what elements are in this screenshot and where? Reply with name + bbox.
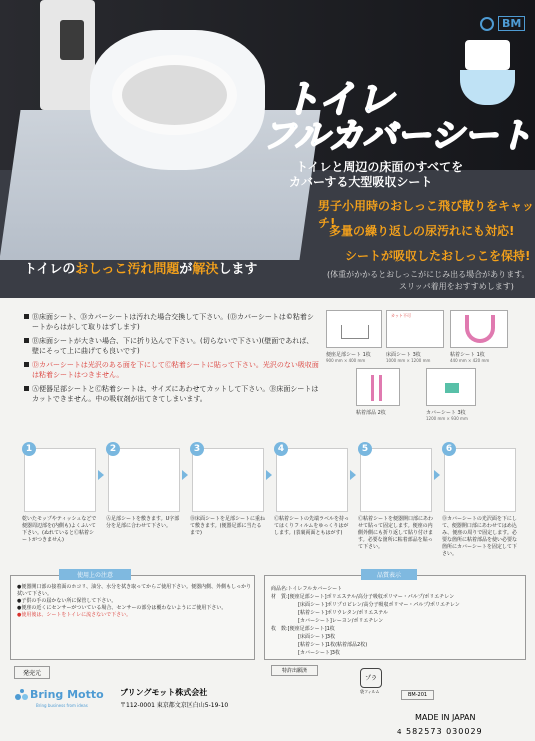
step-5-illustration xyxy=(360,448,432,512)
part-d-label: カバーシート 3枚 xyxy=(426,410,466,416)
part-b-size: 1000 mm × 1200 mm xyxy=(386,358,431,363)
part-c-label: 粘着シート 1枚 xyxy=(450,352,485,358)
brand-circle-icon xyxy=(480,17,494,31)
usage-item: ●子供の手の届かない所に保管して下さい。 xyxy=(17,598,117,604)
step-1 xyxy=(20,440,98,556)
feature-3: シートが吸収したおしっこを保持! xyxy=(345,249,531,263)
brand-badge-text: BM xyxy=(498,16,525,31)
cut-prohibited-tag: カット不可 xyxy=(391,313,411,318)
logo-tagline: Bring business from ideas xyxy=(36,703,88,708)
part-d-box xyxy=(426,368,476,406)
step-2 xyxy=(104,440,182,556)
step-text: Ⓑ床面シートを足部シートに重ねて敷きます。(便器足部に当たるまで) xyxy=(190,516,266,536)
spec-row: [カバーシート]レーヨン/ポリエチレン xyxy=(298,618,384,624)
instruction-item: Ⓑ床面シート、Ⓓカバーシートは汚れた場合交換して下さい。(Ⓓカバーシートは©粘着シートからはがして取りはずします) xyxy=(24,312,320,332)
step-1-illustration xyxy=(24,448,96,512)
step-number: 4 xyxy=(274,442,288,456)
subtitle-line1: トイレと周辺の床面のすべてを xyxy=(296,160,464,174)
spec-row: 材 質:[便座足部シート]ポリエステル/高分子吸収ポリマー・パルプ/ポリエチレン xyxy=(271,594,455,600)
spec-row: [粘着シート]ポリウレタン/ポリエステル xyxy=(298,610,388,616)
step-2-illustration xyxy=(108,448,180,512)
step-number: 3 xyxy=(190,442,204,456)
company-name: ブリングモット株式会社 xyxy=(120,688,208,697)
subtitle-line2: カバーする大型吸収シート xyxy=(289,175,433,189)
recycle-label: 袋フィルム xyxy=(360,689,380,694)
step-6 xyxy=(440,440,518,556)
brand-badge xyxy=(480,16,525,31)
note-line1: (体重がかかるとおしっこがにじみ出る場合があります。 xyxy=(327,270,530,279)
usage-item: ●便器開口部の接着面のホコリ、油分、水分を拭き取ってからご使用下さい。便器内側、外側もしっかり拭いて下さい。 xyxy=(17,584,252,597)
instruction-item: Ⓓカバーシートは光沢のある面を下にしてⒸ粘着シートに貼って下さい。光沢のない吸収面は粘着シートはつきません。 xyxy=(24,360,320,380)
part-b-label: 床面シート 3枚 xyxy=(386,352,421,358)
usage-body xyxy=(17,584,252,619)
part-c-size: 440 mm × 420 mm xyxy=(450,358,490,363)
title-line2: フルカバーシート xyxy=(262,116,532,156)
step-4-illustration xyxy=(276,448,348,512)
company-address: 〒112-0001 東京都文京区白山5-19-10 xyxy=(120,702,229,709)
step-3-illustration xyxy=(192,448,264,512)
made-in-label: MADE IN JAPAN xyxy=(415,713,476,722)
instruction-list xyxy=(24,312,320,408)
spec-row: [粘着シート]1枚(粘着部品2枚) xyxy=(298,642,368,648)
spec-row: [床面シート]3枚 xyxy=(298,634,336,640)
step-number: 2 xyxy=(106,442,120,456)
instruction-item: Ⓑ床面シートが大きい場合、下に折り込んで下さい。(切らないで下さい)(壁面であれば、壁にそって上に曲げても良いです) xyxy=(24,336,320,356)
toilet-seat-photo xyxy=(112,55,237,135)
feature-2: 多量の繰り返しの尿汚れにも対応! xyxy=(329,224,515,238)
banner-highlight1: おしっこ汚れ問題 xyxy=(75,262,180,277)
product-code: BM-201 xyxy=(401,690,434,700)
part-c-box xyxy=(450,310,508,348)
toilet-illustration-icon xyxy=(460,40,515,110)
step-text: Ⓐ足部シートを敷きます。U字部分を足部に合わせて下さい。 xyxy=(106,516,180,529)
part-c2-label: 粘着部品 2枚 xyxy=(356,410,386,416)
part-a-size: 900 mm × 400 mm xyxy=(326,358,366,363)
step-number: 1 xyxy=(22,442,36,456)
part-a-label: 便座足部シート 1枚 xyxy=(326,352,371,358)
spec-row: [床面シート]ポリプロピレン/高分子吸収ポリマー・パルプ/ポリエチレン xyxy=(298,602,460,608)
logo-icon xyxy=(14,688,30,702)
usage-notes-box xyxy=(10,572,255,660)
part-a-box xyxy=(326,310,382,348)
barcode-number: 582573 030029 xyxy=(406,727,483,736)
banner-pre: トイレの xyxy=(24,262,76,277)
spec-row: [カバーシート]3枚 xyxy=(298,650,340,656)
part-b-box xyxy=(386,310,444,348)
spec-heading: 品質表示 xyxy=(361,569,417,580)
banner-highlight2: 解決 xyxy=(192,262,219,277)
feature-1: 男子小用時のおしっこ飛び散りをキャッチ! xyxy=(318,199,535,230)
title-line1: トイレ xyxy=(282,77,395,121)
banner-post: します xyxy=(218,262,258,277)
note-line2: スリッパ着用をおすすめします) xyxy=(399,282,514,291)
usage-item: ●便座の近くにセンサーがついている場合、センサーの部分は覆わないようにご使用下さい。 xyxy=(17,605,227,611)
step-text: Ⓒ粘着シートを便器開口部にあわせて貼って固定します。便座の内側外側にも折り返して貼り付けます。必要な箇所に粘着部品を貼って下さい。 xyxy=(358,516,434,550)
quality-label-box xyxy=(264,572,526,660)
step-3 xyxy=(188,440,266,556)
steps-section xyxy=(20,440,520,556)
banner-mid: が xyxy=(179,262,193,277)
step-6-illustration xyxy=(444,448,516,512)
part-c2-box xyxy=(356,368,400,406)
step-text: 乾いたモップやティッシュなどで便器周辺部を(内側も)よくふいて下さい。(ぬれているとⒸ粘着シートがつきません) xyxy=(22,516,97,543)
step-number: 5 xyxy=(358,442,372,456)
usage-item: ●使用後は、シートをトイレに流さないで下さい。 xyxy=(17,612,132,618)
control-panel-photo xyxy=(60,20,84,60)
spec-row: 商品名:トイレフルカバーシート xyxy=(271,586,343,592)
instruction-item: Ⓐ便器足部シートとⒸ粘着シートは、サイズにあわせてカットして下さい。Ⓑ床面シートはカットできません。中の吸収剤が出てきてしまいます。 xyxy=(24,384,320,404)
step-5 xyxy=(356,440,434,556)
step-text: Ⓒ粘着シートの先端ラベルを持ってはくりフィルムをゆっくりはがします。(表裏両面ともはがす) xyxy=(274,516,350,536)
step-4 xyxy=(272,440,350,556)
problem-banner xyxy=(24,258,257,277)
seller-label: 発売元 xyxy=(14,666,50,679)
hero-photo xyxy=(0,0,535,298)
step-text: Ⓓカバーシートの光沢面を下にして、便器開口部にあわせてはめ込み、便座の周りで固定します。必要な箇所に粘着部品を使い必要な箇所にカバーシートを固定して下さい。 xyxy=(442,516,518,557)
recycle-icon: プラ xyxy=(360,668,382,688)
barcode-lead-digit: 4 xyxy=(397,728,402,736)
step-number: 6 xyxy=(442,442,456,456)
part-d-size: 1200 mm × 930 mm xyxy=(426,416,468,421)
patent-label: 特許出願済 xyxy=(271,665,318,676)
company-logo: Bring Motto xyxy=(30,688,104,701)
spec-row: 枚 数:[便座足部シート]1枚 xyxy=(271,626,335,632)
usage-heading: 使用上の注意 xyxy=(59,569,131,580)
